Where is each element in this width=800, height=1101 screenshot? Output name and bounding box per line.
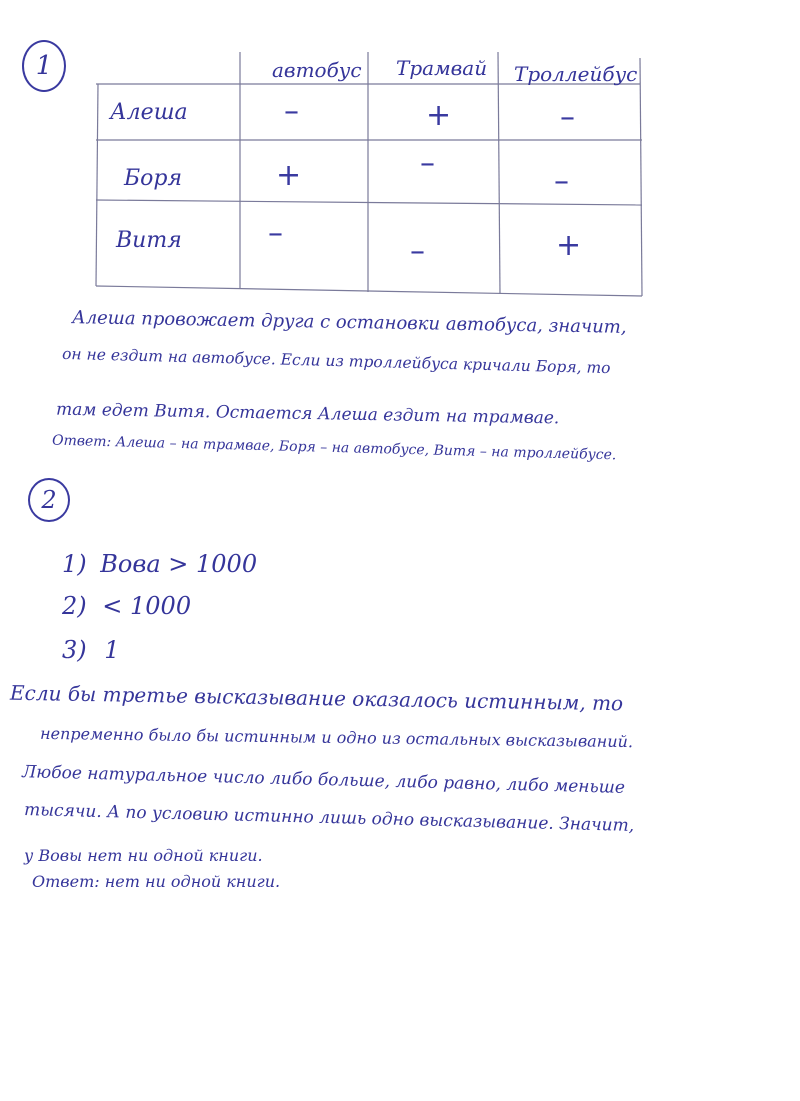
statement-2-text: < 1000 <box>102 592 192 620</box>
statement-3 <box>62 636 120 664</box>
problem-2-text-line-2: непременно было бы истинным и одно из остальных высказываний. <box>39 723 634 752</box>
row-name-borya: Боря <box>124 166 183 191</box>
column-header-bus: автобус <box>272 58 362 82</box>
statement-3-label: 3) <box>62 636 87 664</box>
statement-2-label: 2) <box>62 592 87 620</box>
mark-alyosha-trolleybus: – <box>560 100 575 135</box>
mark-alyosha-bus: – <box>284 94 299 129</box>
mark-borya-trolleybus: – <box>554 164 569 199</box>
problem-2-text-line-4: тысячи. А по условию истинно лишь одно высказывание. Значит, <box>23 800 635 836</box>
problem-2-answer: Ответ: нет ни одной книги. <box>32 872 281 891</box>
mark-borya-tram: – <box>420 146 435 181</box>
statement-1 <box>62 550 257 578</box>
problem-2-number <box>28 478 70 522</box>
mark-borya-bus: + <box>276 158 302 193</box>
column-header-tram: Трамвай <box>396 56 488 80</box>
statement-2 <box>62 592 191 620</box>
row-name-vitya: Витя <box>116 228 182 253</box>
statement-1-text: Вова > 1000 <box>100 550 258 578</box>
problem-1-answer: Ответ: Алеша – на трамвае, Боря – на автобусе, Витя – на троллейбусе. <box>51 432 617 464</box>
problem-2-text-line-5: у Вовы нет ни одной книги. <box>24 846 263 865</box>
problem-2-number-text: 2 <box>41 486 57 514</box>
column-header-trolleybus: Троллейбус <box>514 62 638 86</box>
problem-1-text-line-3: там едет Витя. Остается Алеша ездит на трамвае. <box>55 399 560 429</box>
problem-2-text-line-3: Любое натуральное число либо больше, либо равно, либо меньше <box>21 762 626 798</box>
mark-vitya-trolleybus: + <box>556 228 582 263</box>
problem-1-text-line-1: Алеша провожает друга с остановки автобуса, значит, <box>71 307 627 338</box>
mark-vitya-tram: – <box>410 234 425 269</box>
statement-3-text: 1 <box>104 636 120 664</box>
problem-2-text-line-1: Если бы третье высказывание оказалось истинным, то <box>9 680 624 716</box>
row-name-alyosha: Алеша <box>110 100 188 125</box>
problem-1-text-line-2: он не ездит на автобусе. Если из троллейбуса кричали Боря, то <box>61 344 611 378</box>
problem-1-number-text: 1 <box>35 51 53 81</box>
mark-alyosha-tram: + <box>426 98 452 133</box>
mark-vitya-bus: – <box>268 216 283 251</box>
statement-1-label: 1) <box>62 550 87 578</box>
